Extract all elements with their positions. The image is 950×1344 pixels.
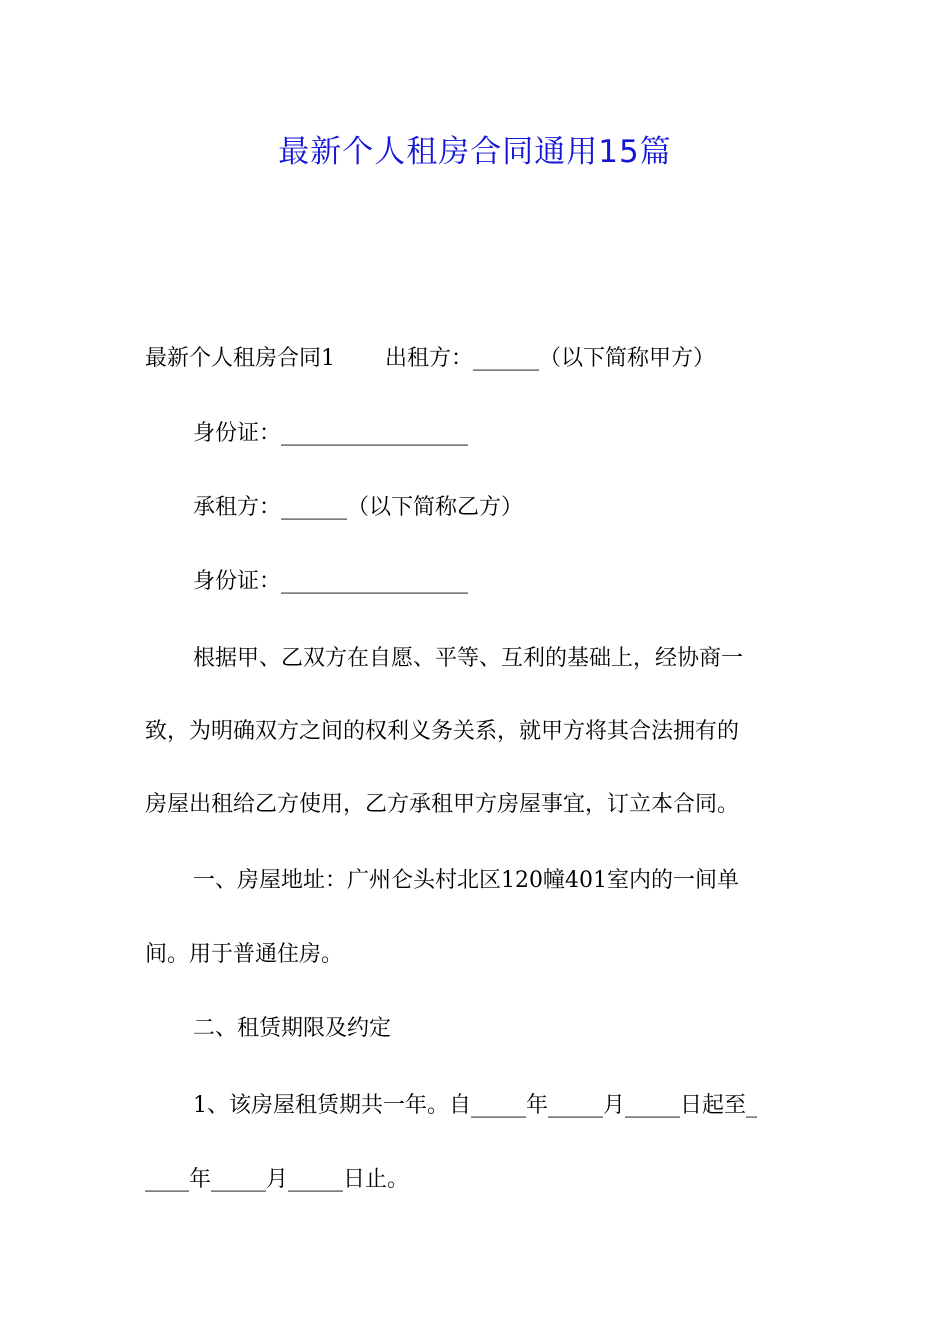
paragraph-line: ____年_____月_____日止。 (145, 1167, 410, 1192)
paragraph-line: 房屋出租给乙方使用，乙方承租甲方房屋事宜，订立本合同。 (145, 792, 740, 817)
paragraph-line: 致，为明确双方之间的权利义务关系，就甲方将其合法拥有的 (145, 719, 740, 744)
paragraph-line: 1、该房屋租赁期共一年。自_____年_____月_____日起至_ (193, 1093, 757, 1118)
heading-line (145, 344, 715, 374)
lessee-id-field: 身份证：_________________ (193, 569, 469, 594)
section-heading: 最新个人租房合同1 (145, 346, 335, 371)
document-title: 最新个人租房合同通用15篇 (278, 134, 672, 170)
lessor-id-field: 身份证：_________________ (193, 421, 469, 446)
lessee-field: 承租方：______（以下简称乙方） (193, 495, 524, 520)
section-heading: 二、租赁期限及约定 (193, 1016, 392, 1041)
paragraph-line: 间。用于普通住房。 (145, 942, 344, 967)
lessor-field: 出租方：______（以下简称甲方） (385, 346, 716, 371)
paragraph-line: 一、房屋地址：广州仑头村北区120幢401室内的一间单 (193, 868, 739, 893)
paragraph-line: 根据甲、乙双方在自愿、平等、互利的基础上，经协商一 (193, 646, 744, 671)
